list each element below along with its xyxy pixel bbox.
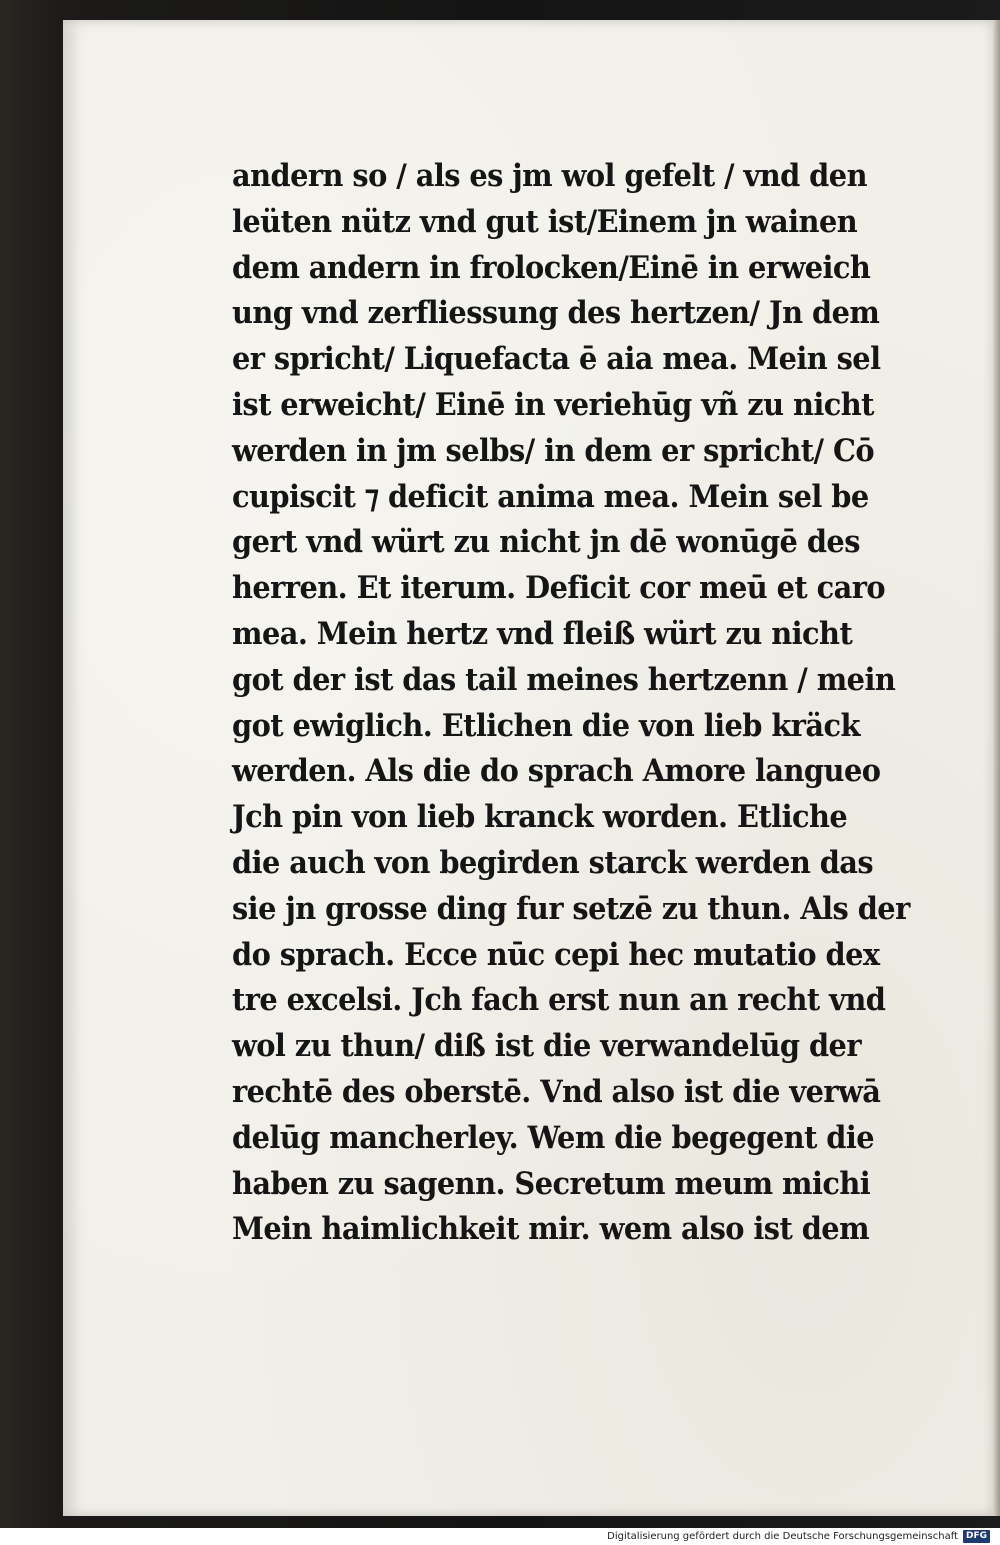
text-line: ist erweicht/ Einē in veriehūg vñ zu nicht xyxy=(232,386,874,423)
text-line: werden. Als die do sprach Amore langueo xyxy=(232,753,881,790)
text-line: delūg mancherley. Wem die begegent die xyxy=(232,1119,875,1156)
text-line: die auch von begirden starck werden das xyxy=(232,844,874,881)
text-line: haben zu sagenn. Secretum meum michi xyxy=(232,1165,871,1202)
text-line: er spricht/ Liquefacta ē aia mea. Mein sel xyxy=(232,341,881,378)
text-line: dem andern in frolocken/Einē in erweich xyxy=(232,249,871,286)
funding-credit: Digitalisierung gefördert durch die Deutsche Forschungsgemeinschaft xyxy=(607,1531,958,1542)
page-edge xyxy=(993,20,1000,1516)
text-line: cupiscit ⁊ deficit anima mea. Mein sel be xyxy=(232,478,869,515)
text-line: sie jn grosse ding fur setzē zu thun. Als der xyxy=(232,890,910,927)
text-line: andern so / als es jm wol gefelt / vnd den xyxy=(232,158,867,194)
text-line: gert vnd würt zu nicht jn dē wonūgē des xyxy=(232,524,860,561)
text-block xyxy=(232,154,942,1253)
footer-bar xyxy=(0,1528,1000,1545)
text-line: Mein haimlichkeit mir. wem also ist dem xyxy=(232,1211,870,1248)
text-line: do sprach. Ecce nūc cepi hec mutatio dex xyxy=(232,936,880,973)
text-line: werden in jm selbs/ in dem er spricht/ Cō xyxy=(232,432,875,469)
text-line: wol zu thun/ diß ist die verwandelūg der xyxy=(232,1028,861,1065)
text-line: ung vnd zerfliessung des hertzen/ Jn dem xyxy=(232,295,880,332)
text-line: tre excelsi. Jch fach erst nun an recht vnd xyxy=(232,982,886,1019)
text-line: rechtē des oberstē. Vnd also ist die verwā xyxy=(232,1073,881,1110)
text-line: mea. Mein hertz vnd fleiß würt zu nicht xyxy=(232,615,853,652)
text-line: got ewiglich. Etlichen die von lieb kräck xyxy=(232,707,860,744)
text-line: Jch pin von lieb kranck worden. Etliche xyxy=(232,799,848,836)
dfg-logo: DFG xyxy=(963,1530,990,1543)
text-line: herren. Et iterum. Deficit cor meū et caro xyxy=(232,570,886,607)
text-line: leüten nütz vnd gut ist/Einem jn wainen xyxy=(232,203,858,240)
text-line: got der ist das tail meines hertzenn / mein xyxy=(232,661,896,698)
